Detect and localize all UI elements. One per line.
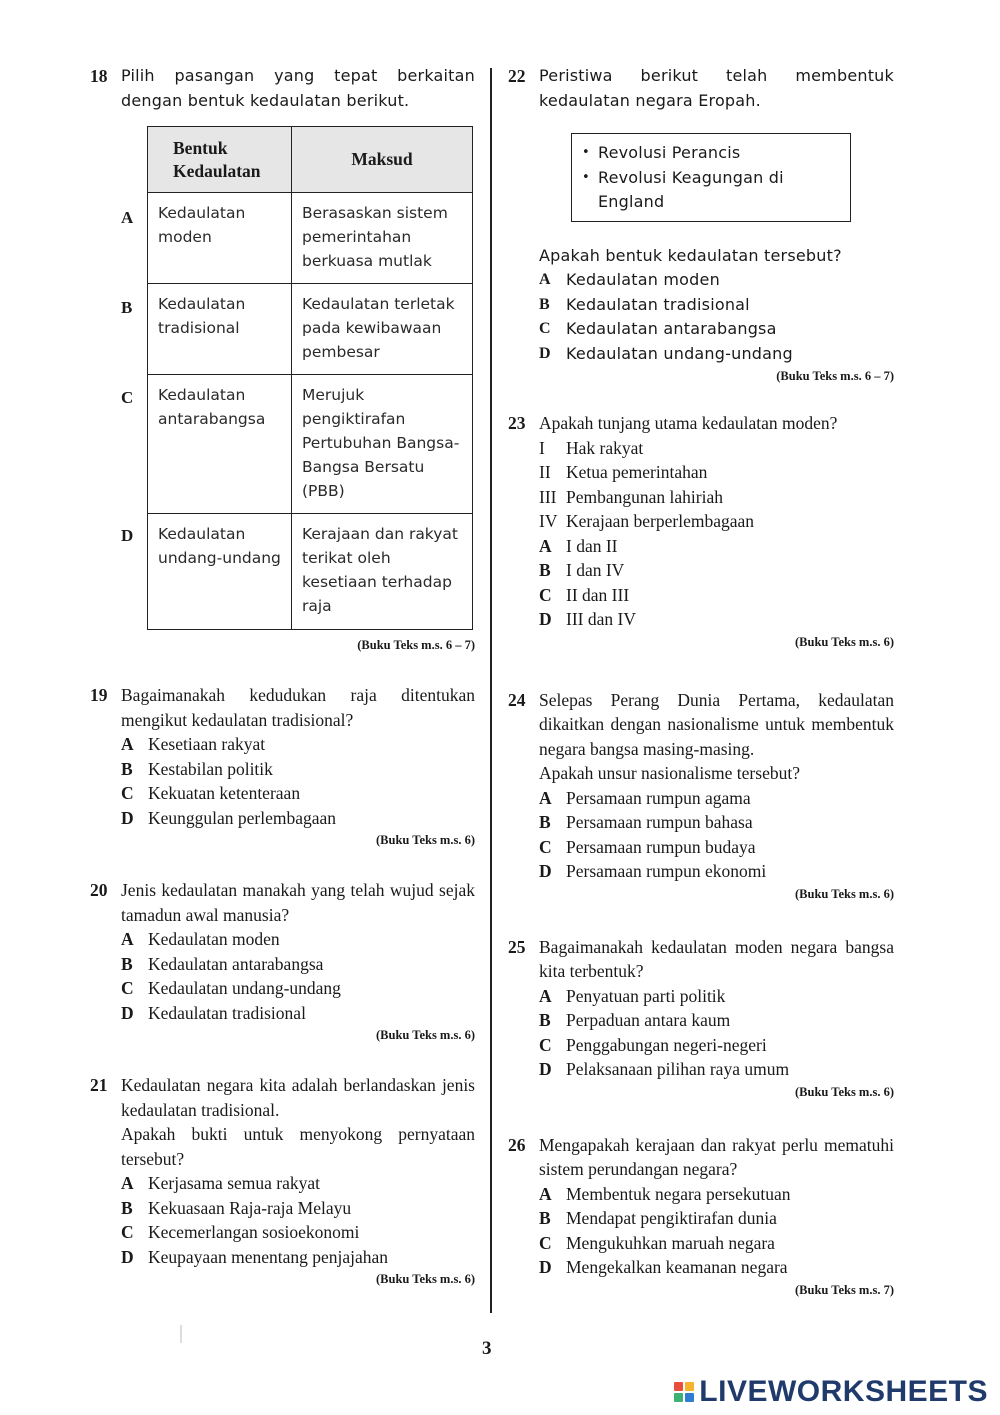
table-row xyxy=(148,193,473,284)
statement-numeral: IV xyxy=(539,511,558,531)
question-19 xyxy=(90,683,475,830)
question-number: 20 xyxy=(90,880,108,900)
question-number: 26 xyxy=(508,1134,526,1155)
option-letter-d[interactable]: D xyxy=(121,526,134,545)
question-21 xyxy=(90,1073,475,1269)
option-letter-c[interactable]: C xyxy=(121,388,134,407)
question-text: Kedaulatan negara kita adalah berlandaskan jenis kedaulatan tradisional. xyxy=(121,1075,475,1120)
option-text: Kesetiaan rakyat xyxy=(148,734,266,754)
question-18 xyxy=(90,64,475,113)
option-letter: B xyxy=(539,1010,551,1030)
column-divider xyxy=(490,68,492,1313)
option-letter: A xyxy=(121,1173,134,1193)
option-b[interactable] xyxy=(539,1206,894,1231)
table-cell-maksud: Berasaskan sistem pemerintahan berkuasa mutlak xyxy=(292,193,473,284)
option-b[interactable] xyxy=(539,810,894,835)
option-a[interactable] xyxy=(539,1182,894,1207)
options-list xyxy=(539,786,894,884)
option-a[interactable] xyxy=(539,984,894,1009)
textbook-reference: (Buku Teks m.s. 6) xyxy=(376,833,475,847)
option-text: Kedaulatan undang-undang xyxy=(566,343,793,363)
liveworksheets-logo xyxy=(674,1375,988,1409)
option-text: Keunggulan perlembagaan xyxy=(148,807,337,828)
option-text: Kerjasama semua rakyat xyxy=(148,1173,321,1193)
option-letter: D xyxy=(539,861,552,881)
option-text: II dan III xyxy=(566,584,630,605)
option-a[interactable] xyxy=(539,268,894,293)
box-item: • Revolusi Perancis xyxy=(582,141,840,166)
q18-table xyxy=(147,126,473,630)
option-letter: C xyxy=(539,584,552,605)
option-text: Kedaulatan antarabangsa xyxy=(148,953,324,974)
table-cell-bentuk: Kedaulatan antarabangsa xyxy=(148,375,292,514)
question-number: 24 xyxy=(508,689,526,710)
option-letter: C xyxy=(539,1034,552,1055)
option-letter: C xyxy=(539,1232,552,1253)
scan-mark xyxy=(180,1325,182,1343)
option-text: Kedaulatan tradisional xyxy=(148,1002,306,1023)
table-header-bentuk: Bentuk Kedaulatan xyxy=(148,127,292,193)
option-text: Penggabungan negeri-negeri xyxy=(566,1034,767,1055)
question-22 xyxy=(508,64,894,366)
option-c[interactable] xyxy=(539,1231,894,1256)
option-letter: C xyxy=(539,320,551,337)
logo-square xyxy=(674,1382,683,1391)
option-b[interactable] xyxy=(121,757,475,782)
option-letter: C xyxy=(121,978,134,998)
option-b[interactable] xyxy=(121,952,475,977)
option-c[interactable] xyxy=(539,317,894,342)
question-25 xyxy=(508,935,894,1082)
table-cell-bentuk: Kedaulatan undang-undang xyxy=(148,514,292,630)
option-text: Kestabilan politik xyxy=(148,758,273,779)
table-cell-bentuk: Kedaulatan tradisional xyxy=(148,284,292,375)
statement-text: Pembangunan lahiriah xyxy=(566,486,723,507)
statement-ii xyxy=(539,460,894,485)
question-text: Peristiwa berikut telah membentuk kedaulatan negara Eropah. xyxy=(539,66,894,110)
option-text: Kekuasaan Raja-raja Melayu xyxy=(148,1197,352,1218)
page-number: 3 xyxy=(482,1338,492,1359)
options-list xyxy=(539,984,894,1082)
option-letter: B xyxy=(539,295,550,313)
options-list xyxy=(121,1171,475,1269)
options-list xyxy=(539,1182,894,1280)
option-letter: B xyxy=(121,953,133,974)
logo-square xyxy=(674,1393,683,1402)
question-24 xyxy=(508,688,894,884)
textbook-reference: (Buku Teks m.s. 6) xyxy=(795,634,894,649)
options-list xyxy=(121,732,475,830)
option-text: Perpaduan antara kaum xyxy=(566,1010,731,1030)
option-text: Pelaksanaan pilihan raya umum xyxy=(566,1059,790,1079)
option-text: Keupayaan menentang penjajahan xyxy=(148,1246,389,1267)
option-letter: A xyxy=(539,787,552,808)
option-letter: D xyxy=(121,1246,134,1267)
question-number: 22 xyxy=(508,66,526,86)
table-header-row xyxy=(148,127,473,193)
table-row xyxy=(148,514,473,630)
question-number: 21 xyxy=(90,1075,108,1095)
option-text: Persamaan rumpun bahasa xyxy=(566,812,753,832)
box-item: • Revolusi Keagungan di England xyxy=(582,166,840,215)
logo-text: LIVEWORKSHEETS xyxy=(699,1374,988,1408)
question-number: 25 xyxy=(508,936,526,957)
option-text: Kedaulatan tradisional xyxy=(566,294,750,314)
statement-numeral: II xyxy=(539,462,551,482)
option-c[interactable] xyxy=(121,976,475,1001)
logo-square xyxy=(685,1393,694,1402)
option-letter: A xyxy=(539,985,552,1006)
option-letter: B xyxy=(121,758,133,779)
textbook-reference: (Buku Teks m.s. 7) xyxy=(795,1282,894,1297)
statement-numeral: I xyxy=(539,437,545,458)
option-d[interactable] xyxy=(121,1001,475,1026)
statement-i xyxy=(539,436,894,461)
option-letter: A xyxy=(121,734,134,754)
option-a[interactable] xyxy=(121,732,475,757)
question-subtext: Apakah bentuk kedaulatan tersebut? xyxy=(539,245,842,265)
option-text: Persamaan rumpun agama xyxy=(566,787,751,808)
question-text: Bagaimanakah kedudukan raja ditentukan mengikut kedaulatan tradisional? xyxy=(121,685,475,730)
statement-text: Ketua pemerintahan xyxy=(566,462,708,482)
right-column xyxy=(508,64,894,1299)
option-a[interactable] xyxy=(121,1171,475,1196)
question-text: Mengapakah kerajaan dan rakyat perlu mematuhi sistem perundangan negara? xyxy=(539,1134,894,1179)
option-b[interactable] xyxy=(539,1008,894,1033)
textbook-reference: (Buku Teks m.s. 6) xyxy=(795,886,894,901)
question-subtext: Apakah unsur nasionalisme tersebut? xyxy=(539,763,800,783)
question-text: Jenis kedaulatan manakah yang telah wujud sejak tamadun awal manusia? xyxy=(121,880,475,925)
question-text: Apakah tunjang utama kedaulatan moden? xyxy=(539,413,838,433)
statement-list xyxy=(539,436,894,534)
option-text: Kedaulatan undang-undang xyxy=(148,978,341,998)
option-text: Kekuatan ketenteraan xyxy=(148,783,301,803)
question-text: Bagaimanakah kedaulatan moden negara bangsa kita terbentuk? xyxy=(539,936,894,981)
question-23 xyxy=(508,411,894,632)
question-26 xyxy=(508,1133,894,1280)
option-letter: D xyxy=(121,1002,134,1023)
option-text: Penyatuan parti politik xyxy=(566,985,726,1006)
statement-iii xyxy=(539,485,894,510)
events-box xyxy=(571,133,851,222)
option-letter: A xyxy=(539,1183,552,1204)
statement-iv xyxy=(539,509,894,534)
question-subtext: Apakah bukti untuk menyokong pernyataan tersebut? xyxy=(121,1124,475,1169)
option-text: Membentuk negara persekutuan xyxy=(566,1183,791,1204)
options-list xyxy=(539,534,894,632)
option-letter: B xyxy=(539,812,551,832)
option-b[interactable] xyxy=(539,558,894,583)
option-c[interactable] xyxy=(539,583,894,608)
option-text: Kedaulatan moden xyxy=(566,270,720,289)
option-d[interactable] xyxy=(121,1245,475,1270)
logo-square xyxy=(685,1382,694,1391)
textbook-reference: (Buku Teks m.s. 6 – 7) xyxy=(776,369,894,383)
q18-table-wrap xyxy=(90,126,475,630)
options-list xyxy=(121,927,475,1025)
option-text: Kecemerlangan sosioekonomi xyxy=(148,1222,360,1242)
option-b[interactable] xyxy=(539,293,894,318)
textbook-reference: (Buku Teks m.s. 6) xyxy=(376,1028,475,1042)
option-d[interactable] xyxy=(539,607,894,632)
table-cell-bentuk: Kedaulatan moden xyxy=(148,193,292,284)
question-number: 18 xyxy=(90,66,108,86)
option-letter-b[interactable]: B xyxy=(121,298,133,317)
option-text: I dan IV xyxy=(566,560,625,580)
option-letter: D xyxy=(539,609,552,629)
option-text: Mengukuhkan maruah negara xyxy=(566,1232,775,1253)
option-d[interactable] xyxy=(539,1255,894,1280)
table-row xyxy=(148,375,473,514)
option-text: Kedaulatan antarabangsa xyxy=(566,319,777,338)
option-letter: C xyxy=(539,836,552,857)
textbook-reference: (Buku Teks m.s. 6) xyxy=(376,1272,475,1286)
statement-text: Hak rakyat xyxy=(566,437,644,458)
option-letter: B xyxy=(121,1197,133,1218)
option-c[interactable] xyxy=(539,1033,894,1058)
option-d[interactable] xyxy=(121,806,475,831)
option-text: Persamaan rumpun budaya xyxy=(566,836,756,857)
option-c[interactable] xyxy=(121,781,475,806)
option-letter: C xyxy=(121,1222,134,1242)
option-text: III dan IV xyxy=(566,609,636,629)
table-row xyxy=(148,284,473,375)
option-letter: D xyxy=(539,1257,552,1277)
logo-squares-icon xyxy=(674,1382,694,1402)
option-letter: D xyxy=(539,1059,552,1079)
option-letter: B xyxy=(539,560,551,580)
statement-text: Kerajaan berperlembagaan xyxy=(566,511,755,531)
textbook-reference: (Buku Teks m.s. 6 – 7) xyxy=(357,638,475,652)
question-number: 23 xyxy=(508,413,526,433)
table-cell-maksud: Kedaulatan terletak pada kewibawaan pembesar xyxy=(292,284,473,375)
option-letter: A xyxy=(539,271,551,288)
option-d[interactable] xyxy=(539,342,894,367)
option-text: Persamaan rumpun ekonomi xyxy=(566,861,767,881)
option-a[interactable] xyxy=(539,534,894,559)
options-list xyxy=(539,268,894,366)
table-header-maksud: Maksud xyxy=(292,127,473,193)
option-d[interactable] xyxy=(539,1057,894,1082)
option-b[interactable] xyxy=(121,1196,475,1221)
option-letter: C xyxy=(121,783,134,803)
option-letter: B xyxy=(539,1208,551,1228)
statement-numeral: III xyxy=(539,486,557,507)
option-a[interactable] xyxy=(539,786,894,811)
option-letter: A xyxy=(539,535,552,556)
option-letter: D xyxy=(539,344,551,362)
left-column xyxy=(90,64,475,1288)
option-c[interactable] xyxy=(121,1220,475,1245)
option-text: Kedaulatan moden xyxy=(148,929,280,949)
option-a[interactable] xyxy=(121,927,475,952)
question-20 xyxy=(90,878,475,1025)
question-number: 19 xyxy=(90,685,108,705)
option-letter-a[interactable]: A xyxy=(121,208,134,227)
textbook-reference: (Buku Teks m.s. 6) xyxy=(795,1084,894,1099)
option-text: Mengekalkan keamanan negara xyxy=(566,1257,788,1277)
option-letter: A xyxy=(121,929,134,949)
question-text: Pilih pasangan yang tepat berkaitan dengan bentuk kedaulatan berikut. xyxy=(121,66,475,110)
question-text: Selepas Perang Dunia Pertama, kedaulatan dikaitkan dengan nasionalisme untuk membentuk negara bangsa masing-masing. xyxy=(539,689,894,759)
option-text: Mendapat pengiktirafan dunia xyxy=(566,1208,777,1228)
table-cell-maksud: Merujuk pengiktirafan Pertubuhan Bangsa-Bangsa Bersatu (PBB) xyxy=(292,375,473,514)
table-cell-maksud: Kerajaan dan rakyat terikat oleh kesetiaan terhadap raja xyxy=(292,514,473,630)
option-d[interactable] xyxy=(539,859,894,884)
option-letter: D xyxy=(121,807,134,828)
option-c[interactable] xyxy=(539,835,894,860)
option-text: I dan II xyxy=(566,535,618,556)
